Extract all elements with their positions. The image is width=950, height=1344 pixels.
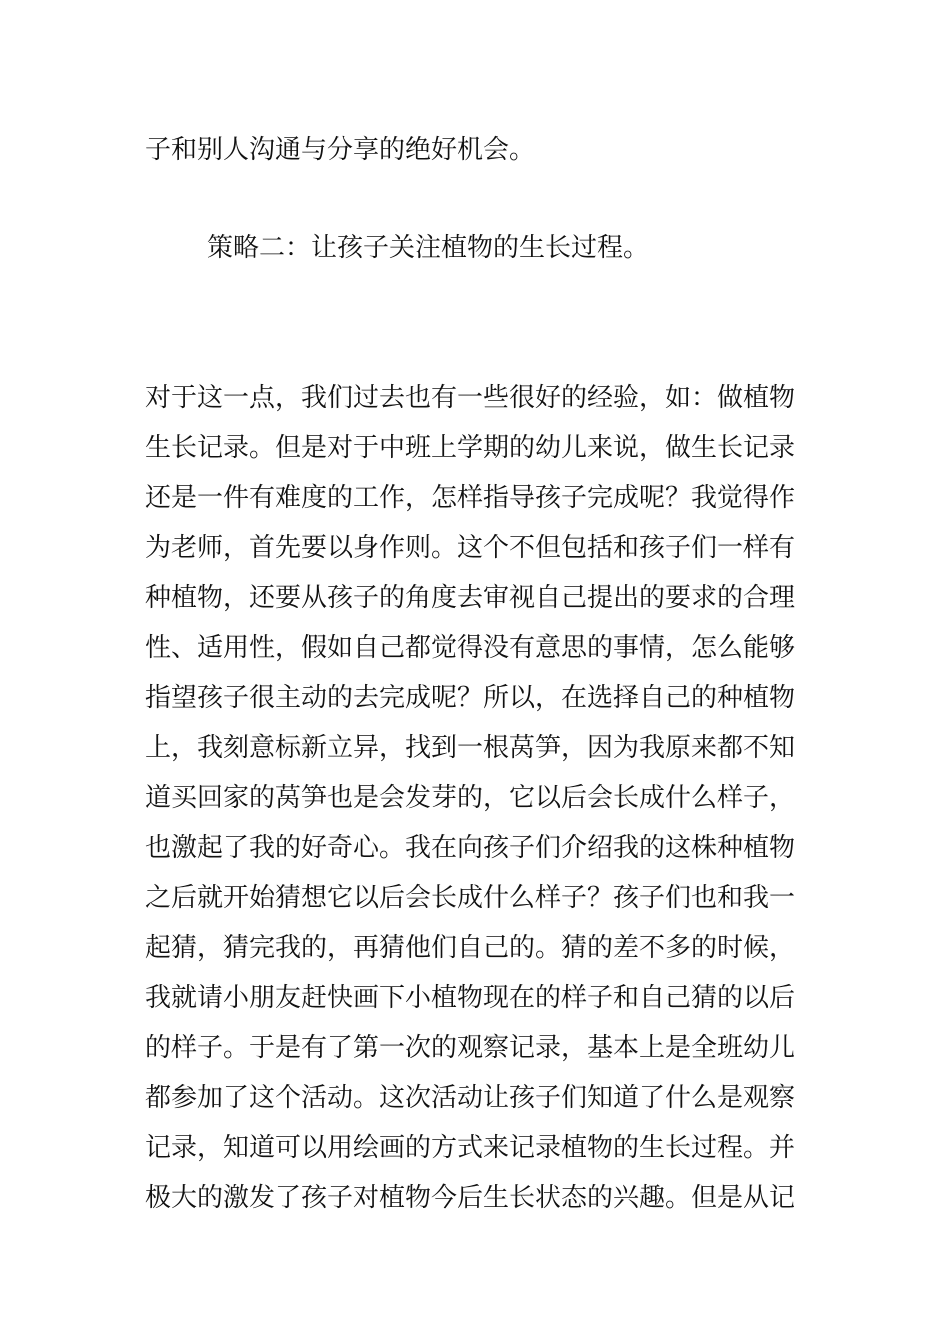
body-line: 性、适用性，假如自己都觉得没有意思的事情，怎么能够 xyxy=(145,633,796,663)
intro-line: 子和别人沟通与分享的绝好机会。 xyxy=(145,135,536,165)
body-line: 对于这一点，我们过去也有一些很好的经验，如：做植物 xyxy=(145,383,796,413)
body-line: 也激起了我的好奇心。我在向孩子们介绍我的这株种植物 xyxy=(145,833,796,863)
body-line: 生长记录。但是对于中班上学期的幼儿来说，做生长记录 xyxy=(145,433,796,463)
strategy-heading: 策略二：让孩子关注植物的生长过程。 xyxy=(207,233,650,263)
body-line: 的样子。于是有了第一次的观察记录，基本上是全班幼儿 xyxy=(145,1033,796,1063)
body-line: 之后就开始猜想它以后会长成什么样子？孩子们也和我一 xyxy=(145,883,796,913)
body-line: 为老师，首先要以身作则。这个不但包括和孩子们一样有 xyxy=(145,533,796,563)
body-line: 极大的激发了孩子对植物今后生长状态的兴趣。但是从记 xyxy=(145,1183,796,1213)
body-line: 我就请小朋友赶快画下小植物现在的样子和自己猜的以后 xyxy=(145,983,796,1013)
body-line: 还是一件有难度的工作，怎样指导孩子完成呢？我觉得作 xyxy=(145,483,796,513)
body-line: 上，我刻意标新立异，找到一根莴笋，因为我原来都不知 xyxy=(145,733,796,763)
body-line: 道买回家的莴笋也是会发芽的，它以后会长成什么样子， xyxy=(145,783,796,813)
body-line: 记录，知道可以用绘画的方式来记录植物的生长过程。并 xyxy=(145,1133,796,1163)
body-line: 起猜，猜完我的，再猜他们自己的。猜的差不多的时候， xyxy=(145,933,796,963)
body-line: 都参加了这个活动。这次活动让孩子们知道了什么是观察 xyxy=(145,1083,796,1113)
body-line: 种植物，还要从孩子的角度去审视自己提出的要求的合理 xyxy=(145,583,796,613)
body-line: 指望孩子很主动的去完成呢？所以，在选择自己的种植物 xyxy=(145,683,796,713)
